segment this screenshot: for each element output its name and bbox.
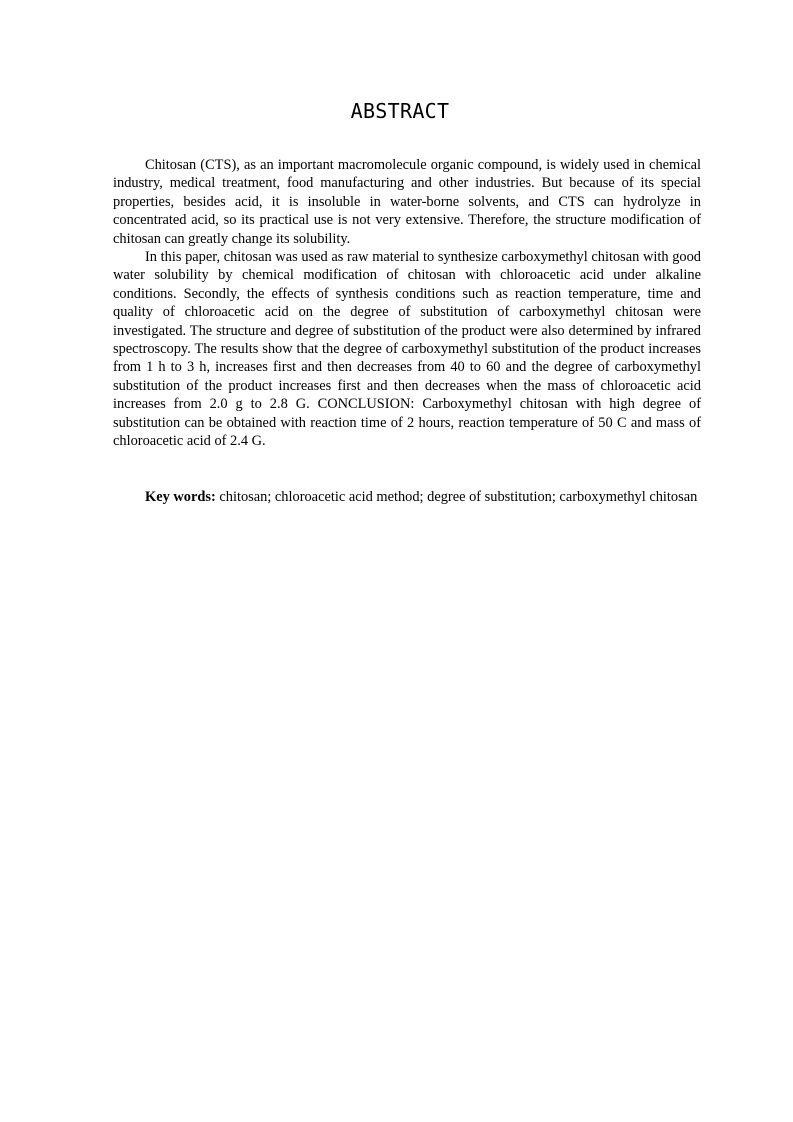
keywords-label: Key words: [145,489,216,505]
abstract-body [113,156,701,451]
keywords-text: chitosan; chloroacetic acid method; degree of substitution; carboxymethyl chitosan [219,489,698,505]
keywords-block [113,488,701,506]
abstract-paragraph-1: Chitosan (CTS), as an important macromolecule organic compound, is widely used in chemical industry, medical treatment, food manufacturing and other industries. But because of its special properties, besides acid, it is insoluble in water-borne solvents, and CTS can hydrolyze in concentrated acid, so its practical use is not very extensive. Therefore, the structure modification of chitosan can greatly change its solubility. [113,157,701,247]
abstract-paragraph-2: In this paper, chitosan was used as raw material to synthesize carboxymethyl chitosan with good water solubility by chemical modification of chitosan with chloroacetic acid under alkaline conditions. Secondly, the effects of synthesis conditions such as reaction temperature, time and quality of chloroacetic acid on the degree of substitution of carboxymethyl chitosan were investigated. The structure and degree of substitution of the product were also determined by infrared spectroscopy. The results show that the degree of carboxymethyl substitution of the product increases from 1 h to 3 h, increases first and then decreases from 40 to 60 and the degree of carboxymethyl substitution of the product increases first and then decreases when the mass of chloroacetic acid increases from 2.0 g to 2.8 G. CONCLUSION: Carboxymethyl chitosan with high degree of substitution can be obtained with reaction time of 2 hours, reaction temperature of 50 C and mass of chloroacetic acid of 2.4 G. [113,249,701,450]
abstract-title: ABSTRACT [350,99,450,123]
